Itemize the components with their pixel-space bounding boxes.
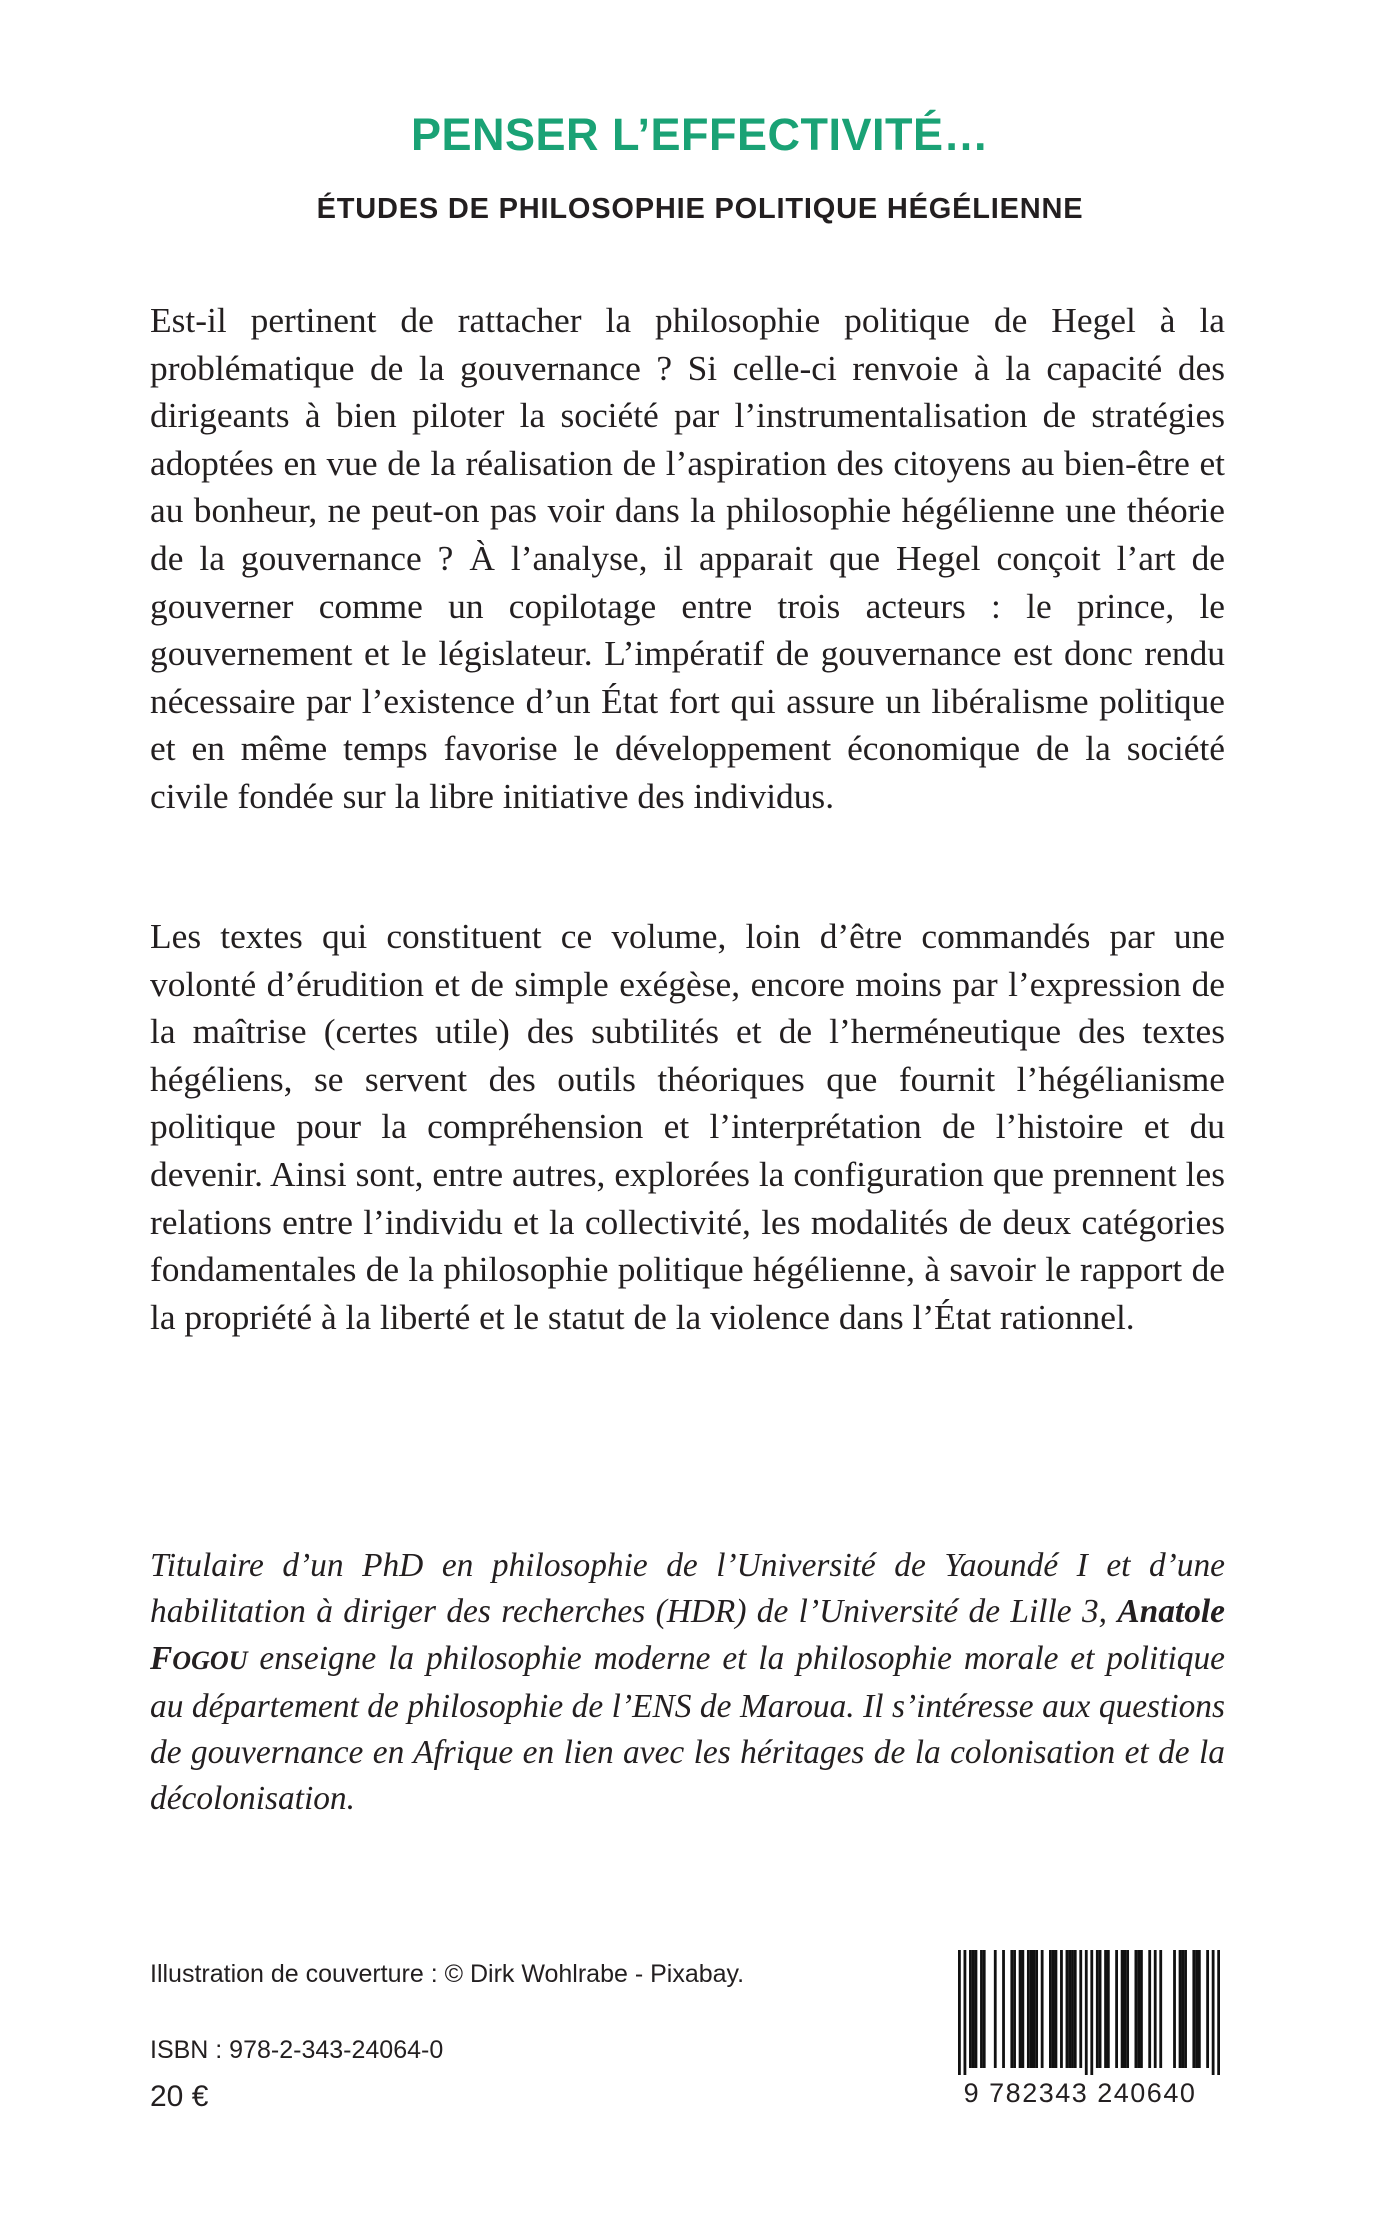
barcode-bar (1060, 1950, 1063, 2068)
barcode-bar (1154, 1950, 1157, 2068)
barcode-bar (1140, 1950, 1143, 2068)
barcode-bar (1032, 1950, 1035, 2068)
barcode-bar (1049, 1950, 1052, 2068)
barcode-bar (1030, 1950, 1033, 2068)
barcode-bar (1035, 1950, 1038, 2068)
author-first-name: Anatole (1117, 1593, 1225, 1631)
barcode-bar (1123, 1950, 1126, 2068)
cover-illustration-credit: Illustration de couverture : © Dirk Wohlrabe - Pixabay. (150, 1960, 745, 1988)
barcode-bar (1090, 1950, 1093, 2075)
barcode-bar (1074, 1950, 1077, 2068)
book-title: PENSER L’EFFECTIVITÉ… (410, 109, 990, 160)
barcode-bar (1137, 1950, 1140, 2068)
barcode-bar (994, 1950, 997, 2068)
barcode-bar (1115, 1950, 1118, 2068)
barcode-bar (1121, 1950, 1124, 2068)
author-bio (150, 1543, 1225, 1823)
barcode-bar (1052, 1950, 1055, 2068)
barcode-bar (975, 1950, 978, 2068)
barcode-bar (1041, 1950, 1044, 2068)
barcode-bar (1135, 1950, 1138, 2068)
barcode-bar (1027, 1950, 1030, 2068)
summary-paragraph-1: Est-il pertinent de rattacher la philosophie politique de Hegel à la problématique de la gouvernance ? Si celle-ci renvoie à la capacité des dirigeants à bien piloter la société par l’instrumentalisation de stratégies adoptées en vue de la réalisation de l’aspiration des citoyens au bien-être et au bonheur, ne peut-on pas voir dans la philosophie hégélienne une théorie de la gouvernance ? À l’analyse, il apparait que Hegel conçoit l’art de gouverner comme un copilotage entre trois acteurs : le prince, le gouvernement et le législateur. L’impératif de gouvernance est donc rendu nécessaire par l’existence d’un État fort qui assure un libéralisme politique et en même temps favorise le développement économique de la société civile fondée sur la libre initiative des individus. (150, 300, 1225, 816)
bio-rest-text: enseigne la philosophie moderne et la philosophie morale et politique au département de philosophie de l’ENS de Maroua. Il s’intéresse aux questions de gouvernance en Afrique en lien avec les héritages de la colonisation et de la décolonisation. (150, 1639, 1225, 1818)
barcode-bar (1085, 1950, 1088, 2075)
barcode-bar (1195, 1950, 1198, 2068)
barcode-bar (1159, 1950, 1162, 2068)
barcode-bar (1079, 1950, 1082, 2068)
barcode-bar (1019, 1950, 1022, 2068)
barcode-bar (1010, 1950, 1013, 2068)
barcode-bar (1192, 1950, 1195, 2068)
barcode-bar (1066, 1950, 1069, 2068)
author-last-initial: F (150, 1639, 173, 1677)
barcode-bar (1002, 1950, 1005, 2068)
barcode-bar (1206, 1950, 1209, 2068)
bio-intro-text: Titulaire d’un PhD en philosophie de l’Université de Yaoundé I et d’une habilitation à diriger des recherches (HDR) de l’Université de Lille 3, (150, 1547, 1225, 1631)
barcode-bar (980, 1950, 983, 2068)
barcode-bar (1021, 1950, 1024, 2068)
barcode-bar (1217, 1950, 1220, 2075)
barcode-bar (969, 1950, 972, 2068)
barcode-bar (1181, 1950, 1184, 2068)
barcode-bar (1055, 1950, 1058, 2068)
barcode-bar (1173, 1950, 1176, 2068)
barcode-bar (1068, 1950, 1071, 2068)
barcode-bar (1104, 1950, 1107, 2068)
barcode-digits: 9 782343 240640 (963, 2078, 1197, 2108)
barcode-bar (1013, 1950, 1016, 2068)
barcode-bar (1126, 1950, 1129, 2068)
book-subtitle: ÉTUDES DE PHILOSOPHIE POLITIQUE HÉGÉLIENNE (316, 193, 1084, 225)
barcode (958, 1950, 1220, 2075)
barcode-bar (1179, 1950, 1182, 2068)
barcode-bar (964, 1950, 967, 2075)
barcode-bar (983, 1950, 986, 2068)
summary-paragraph-2: Les textes qui constituent ce volume, loin d’être commandés par une volonté d’érudition et de simple exégèse, encore moins par l’expression de la maîtrise (certes utile) des subtilités et de l’herméneutique des textes hégéliens, se servent des outils théoriques que fournit l’hégélianisme politique pour la compréhension et l’interprétation de l’histoire et du devenir. Ainsi sont, entre autres, explorées la configuration que prennent les relations entre l’individu et la collectivité, les modalités de deux catégories fondamentales de la philosophie politique hégélienne, à savoir le rapport de la propriété à la liberté et le statut de la violence dans l’État rationnel. (150, 916, 1225, 1337)
barcode-bar (1099, 1950, 1102, 2068)
author-last-rest: OGOU (172, 1645, 248, 1675)
price: 20 € (150, 2080, 209, 2113)
barcode-bar (958, 1950, 961, 2075)
barcode-bar (1212, 1950, 1215, 2075)
barcode-bar (1198, 1950, 1201, 2068)
barcode-bar (1096, 1950, 1099, 2068)
barcode-bar (972, 1950, 975, 2068)
barcode-bar (1071, 1950, 1074, 2068)
barcode-bar (1107, 1950, 1110, 2068)
barcode-bar (1184, 1950, 1187, 2068)
isbn: ISBN : 978-2-343-24064-0 (150, 2036, 444, 2064)
barcode-bar (1148, 1950, 1151, 2068)
